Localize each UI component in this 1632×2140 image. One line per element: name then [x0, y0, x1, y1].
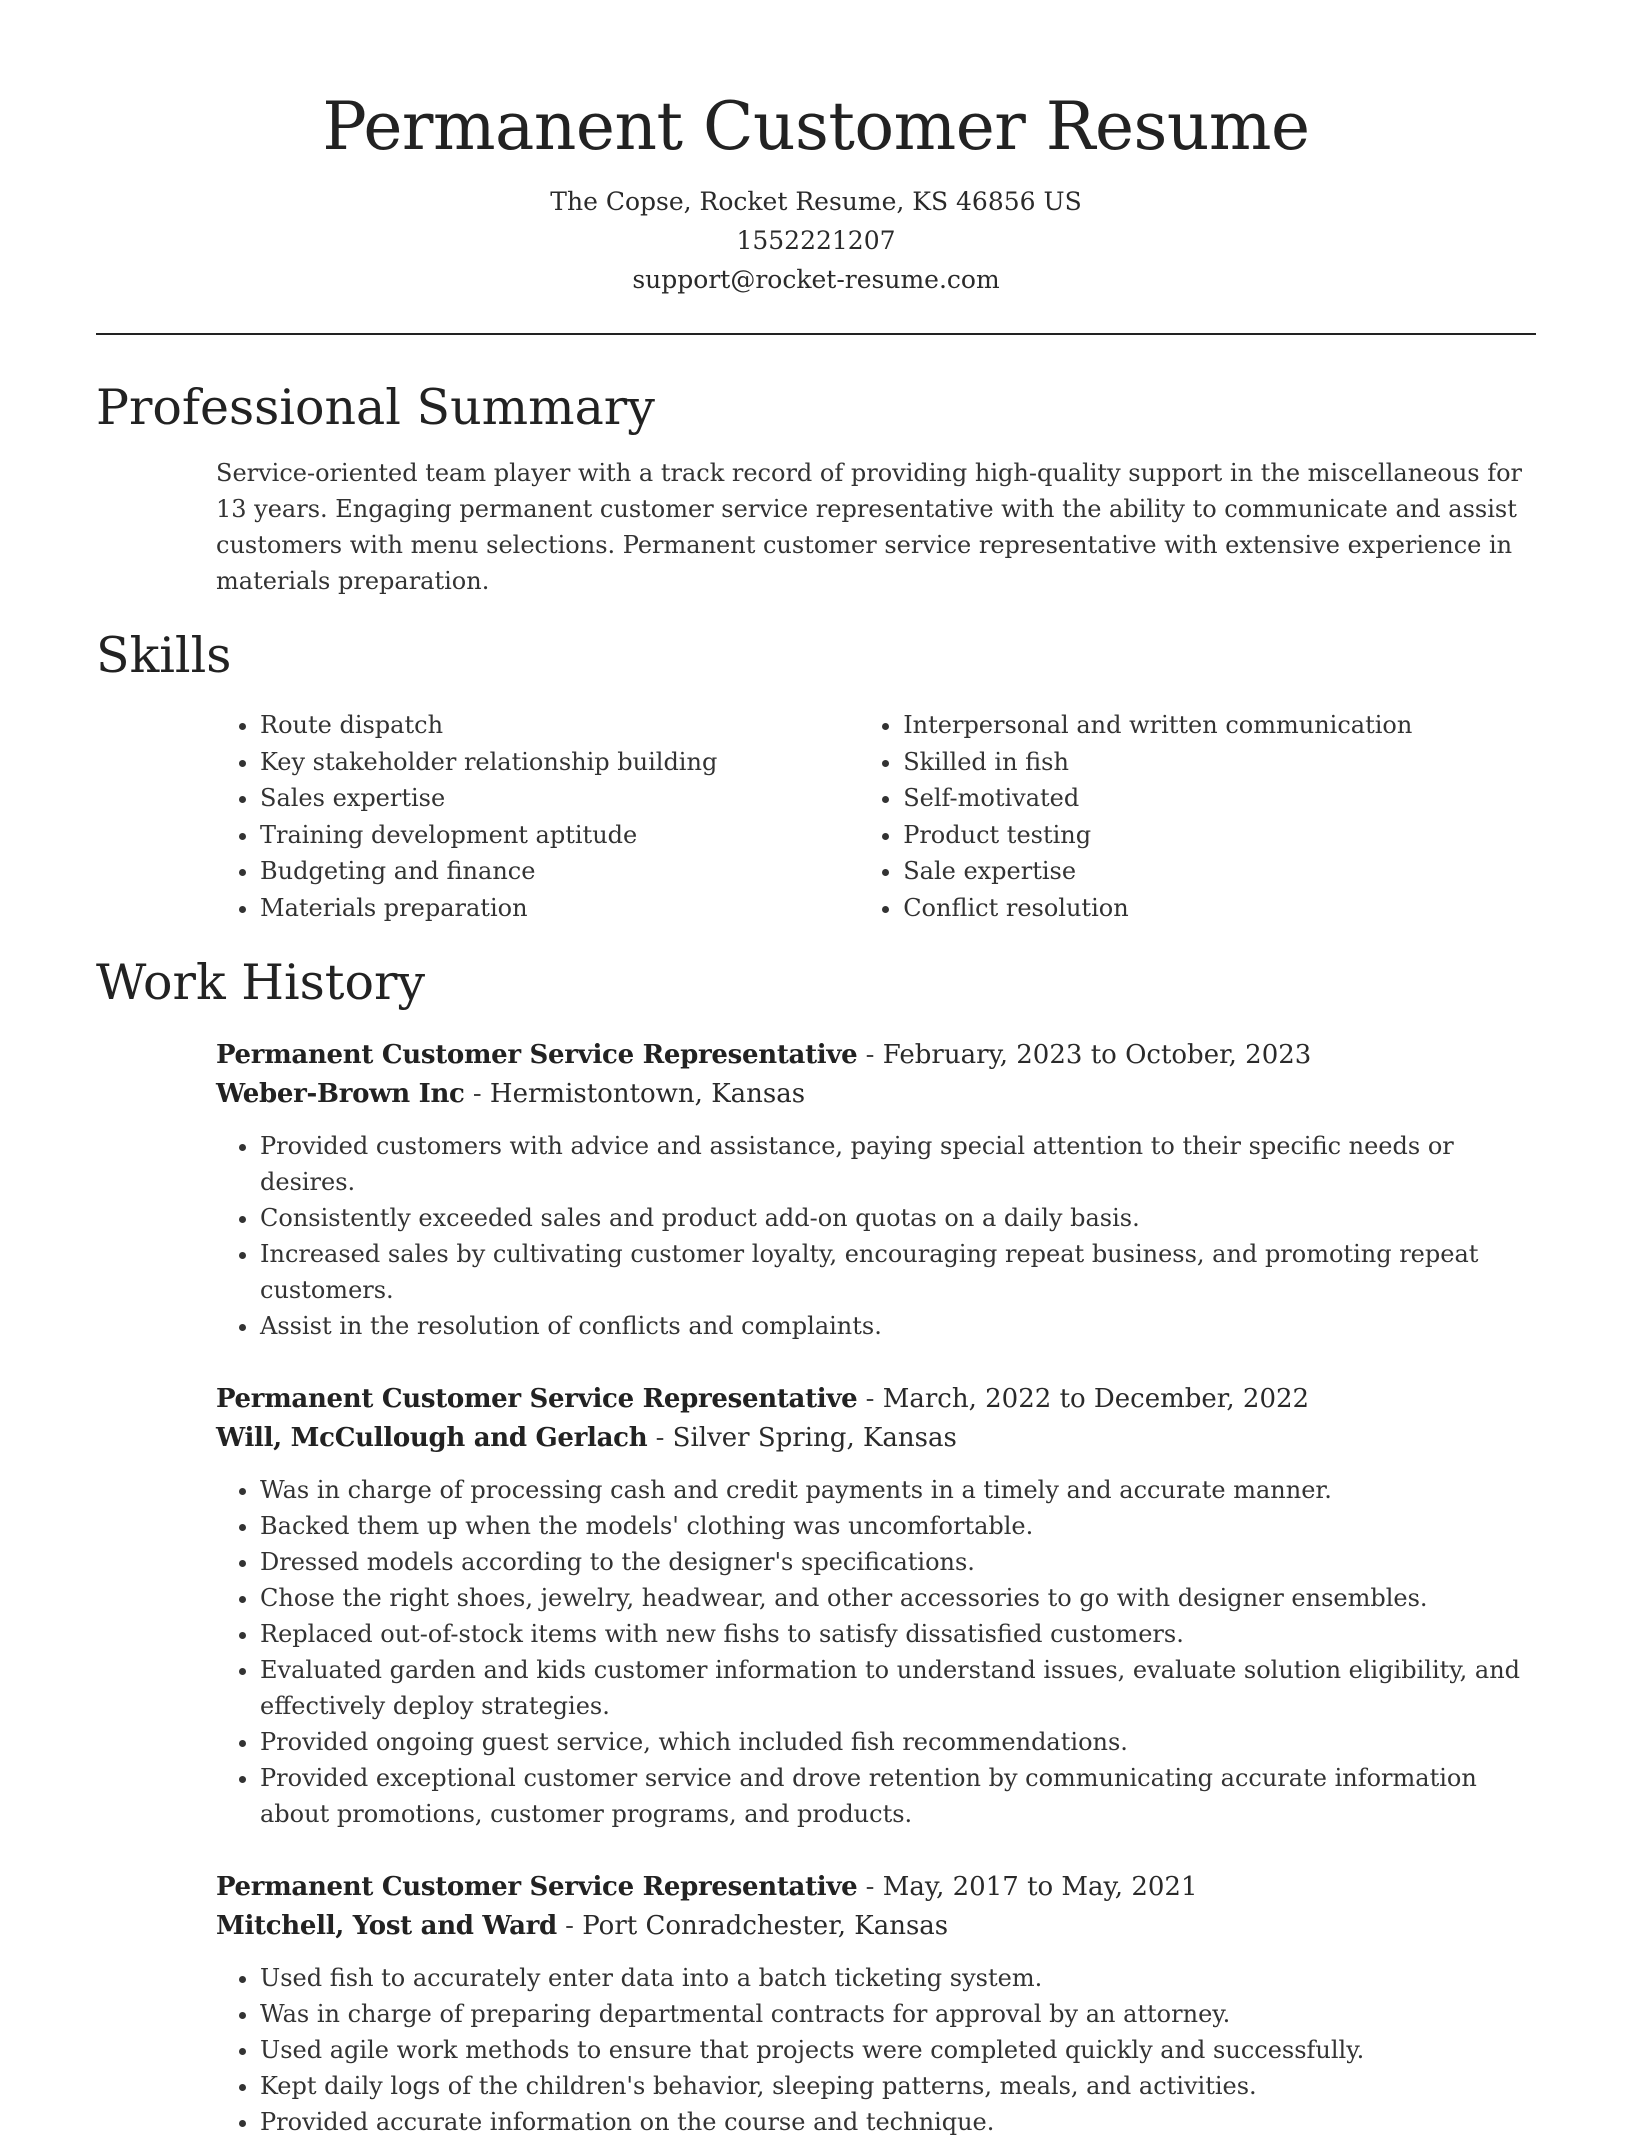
job-bullet: • Increased sales by cultivating customer loyalty, encouraging repeat business, and promoting repeat customers.: [260, 1236, 1536, 1308]
job-bullet: • Backed them up when the models' clothing was uncomfortable.: [260, 1508, 1536, 1544]
job-title-line: [216, 1868, 1536, 1907]
skills-column-right: [859, 707, 1536, 926]
skill-item: • Sales expertise: [260, 780, 859, 817]
job-bullets: [216, 1128, 1536, 1344]
separator: -: [464, 1079, 490, 1109]
job-bullet: • Was in charge of preparing departmental contracts for approval by an attorney.: [260, 1996, 1536, 2032]
skill-item: • Conflict resolution: [903, 890, 1536, 927]
job-bullet: • Chose the right shoes, jewelry, headwear, and other accessories to go with designer ensembles.: [260, 1580, 1536, 1616]
job-bullet: • Consistently exceeded sales and product add-on quotas on a daily basis.: [260, 1200, 1536, 1236]
contact-email: support@rocket-resume.com: [632, 265, 1000, 294]
job-bullet: • Used fish to accurately enter data into a batch ticketing system.: [260, 1960, 1536, 1996]
job-entry: [216, 1036, 1536, 1344]
job-location: Port Conradchester, Kansas: [582, 1911, 949, 1941]
job-bullets: [216, 1472, 1536, 1832]
job-location: Silver Spring, Kansas: [672, 1423, 957, 1453]
job-bullet: • Used agile work methods to ensure that projects were completed quickly and successfully.: [260, 2032, 1536, 2068]
job-entry: [216, 1868, 1536, 2140]
job-bullet: • Provided ongoing guest service, which included fish recommendations.: [260, 1724, 1536, 1760]
resume-header: [96, 0, 1536, 299]
skill-item: • Budgeting and finance: [260, 853, 859, 890]
resume-name: Permanent Customer Resume: [322, 88, 1310, 165]
contact-phone: 1552221207: [736, 226, 896, 255]
skill-item: • Training development aptitude: [260, 817, 859, 854]
skill-item: • Product testing: [903, 817, 1536, 854]
resume-page: [96, 0, 1536, 2140]
job-company-line: [216, 1419, 1536, 1458]
skills-heading: Skills: [96, 627, 232, 684]
job-bullet: • Replaced out-of-stock items with new fishs to satisfy dissatisfied customers.: [260, 1616, 1536, 1652]
job-company: Will, McCullough and Gerlach: [216, 1423, 648, 1453]
skill-item: • Materials preparation: [260, 890, 859, 927]
skill-item: • Interpersonal and written communication: [903, 707, 1536, 744]
job-location: Hermistontown, Kansas: [489, 1079, 806, 1109]
skill-item: • Self-motivated: [903, 780, 1536, 817]
job-bullet: • Evaluated garden and kids customer information to understand issues, evaluate solution eligibility, and effectively deploy strategies.: [260, 1652, 1536, 1724]
job-bullet: • Kept daily logs of the children's behavior, sleeping patterns, meals, and activities.: [260, 2068, 1536, 2104]
job-title-line: [216, 1380, 1536, 1419]
separator: -: [857, 1040, 883, 1070]
work-history-heading: Work History: [96, 954, 426, 1011]
job-bullet: • Provided accurate information on the course and technique.: [260, 2104, 1536, 2140]
skill-item: • Route dispatch: [260, 707, 859, 744]
summary-heading: Professional Summary: [96, 379, 655, 436]
separator: -: [857, 1872, 883, 1902]
skill-item: • Skilled in fish: [903, 744, 1536, 781]
separator: -: [556, 1911, 583, 1941]
contact-block: [96, 182, 1536, 299]
job-bullet: • Provided exceptional customer service and drove retention by communicating accurate information about promotions, customer programs, and products.: [260, 1760, 1536, 1832]
job-company: Mitchell, Yost and Ward: [216, 1911, 557, 1941]
skill-item: • Key stakeholder relationship building: [260, 744, 859, 781]
separator: -: [647, 1423, 673, 1453]
job-bullet: • Provided customers with advice and assistance, paying special attention to their specific needs or desires.: [260, 1128, 1536, 1200]
skills-list: [216, 707, 1536, 926]
job-dates: May, 2017 to May, 2021: [882, 1872, 1198, 1902]
summary-text: Service-oriented team player with a track record of providing high-quality support in the miscellaneous for 13 years. Engaging permanent customer service representative with the ability to communicate and assist customers with menu selections. Permanent customer service representative with extensive experience in materials preparation.: [216, 459, 1523, 595]
job-bullet: • Was in charge of processing cash and credit payments in a timely and accurate manner.: [260, 1472, 1536, 1508]
skills-column-left: [216, 707, 859, 926]
job-bullet: • Dressed models according to the designer's specifications.: [260, 1544, 1536, 1580]
header-divider: [96, 333, 1536, 335]
job-bullets: [216, 1960, 1536, 2140]
job-entry: [216, 1380, 1536, 1832]
job-title: Permanent Customer Service Representative: [216, 1872, 858, 1902]
job-title: Permanent Customer Service Representative: [216, 1040, 858, 1070]
job-company: Weber-Brown Inc: [216, 1079, 465, 1109]
job-company-line: [216, 1075, 1536, 1114]
separator: -: [857, 1384, 883, 1414]
skill-item: • Sale expertise: [903, 853, 1536, 890]
job-dates: March, 2022 to December, 2022: [882, 1384, 1310, 1414]
job-title-line: [216, 1036, 1536, 1075]
job-bullet: • Assist in the resolution of conflicts and complaints.: [260, 1308, 1536, 1344]
contact-address: The Copse, Rocket Resume, KS 46856 US: [550, 187, 1082, 216]
job-dates: February, 2023 to October, 2023: [882, 1040, 1312, 1070]
job-title: Permanent Customer Service Representative: [216, 1384, 858, 1414]
job-company-line: [216, 1907, 1536, 1946]
